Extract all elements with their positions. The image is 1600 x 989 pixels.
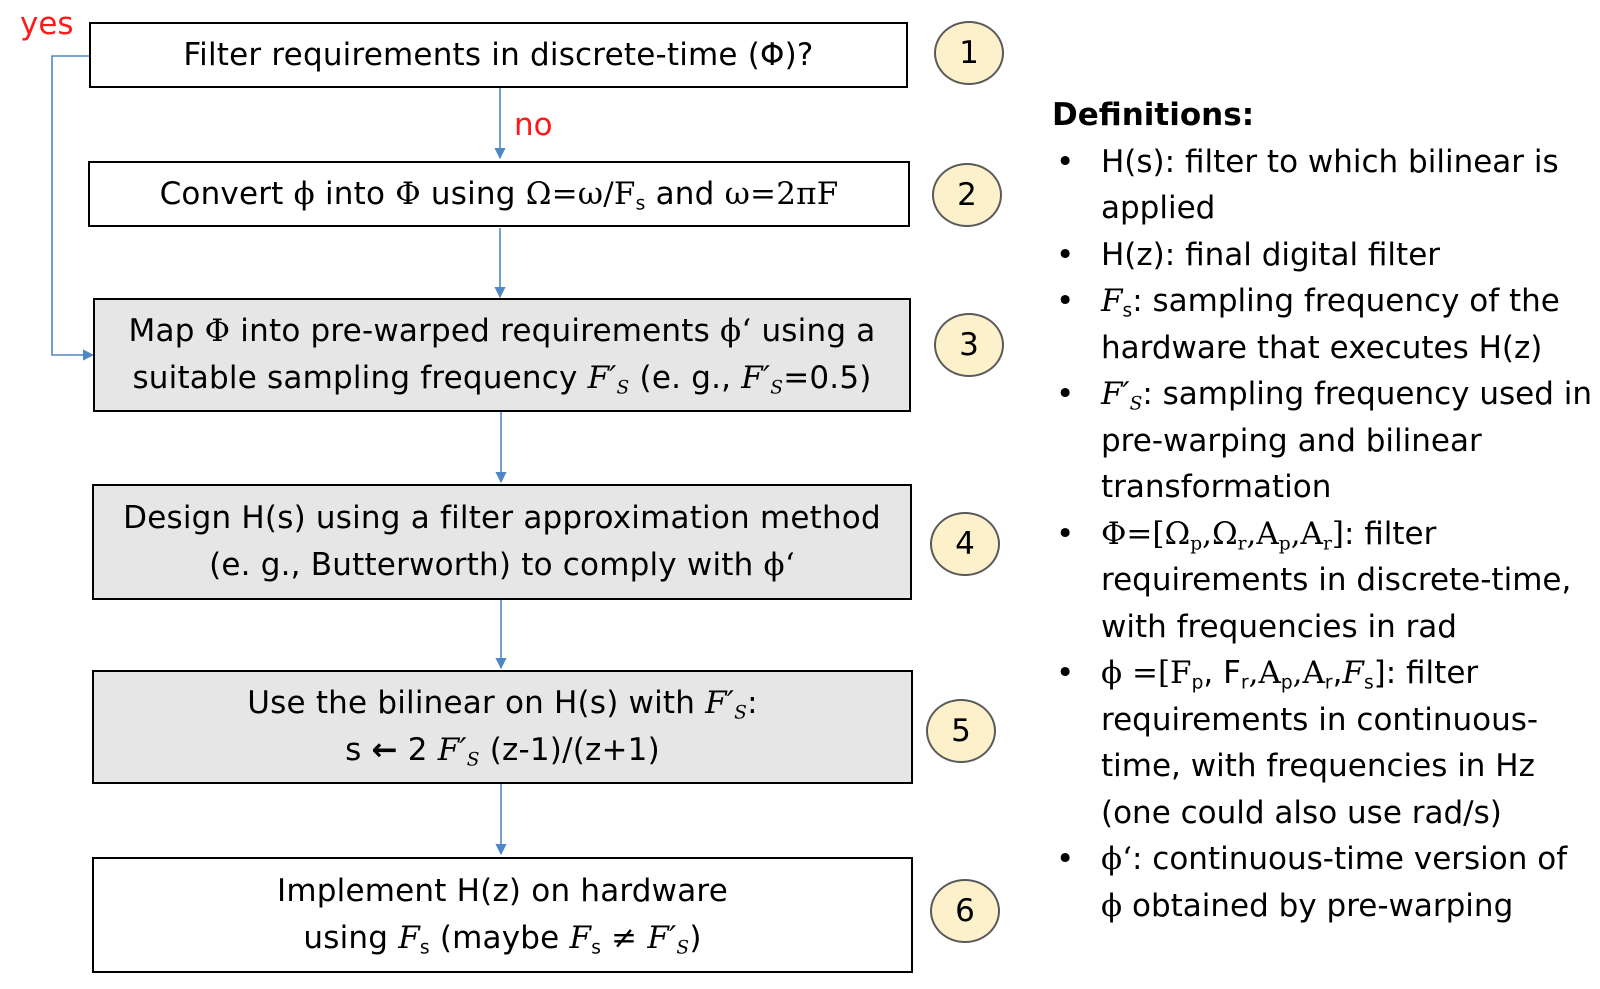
definitions-panel	[1052, 92, 1597, 929]
step-6-number: 6	[930, 879, 1000, 943]
definition-hs: • H(s): filter to which bilinear is applied	[1056, 143, 1559, 226]
definitions-title: Definitions:	[1052, 97, 1255, 133]
definition-phi-prime: • ϕ‘: continuous-time version of ϕ obtained by pre-warping	[1056, 841, 1568, 924]
no-label: no	[514, 107, 553, 143]
definition-fs-prime: • $F'_S$: sampling frequency used in pre-warping and bilinear transformation	[1056, 376, 1593, 505]
step-6-line-2: using $F_s$ (maybe $F_s \ne F'_S$)	[303, 920, 702, 959]
step-3-number: 3	[934, 313, 1004, 377]
definition-hz: • H(z): final digital filter	[1056, 236, 1441, 273]
step-3-line-1: Map Φ into pre-warped requirements ϕ‘ using a	[128, 313, 876, 349]
step-1-text: Filter requirements in discrete-time (Φ)?	[183, 36, 814, 73]
step-2-number: 2	[932, 163, 1002, 227]
step-2-box	[88, 161, 910, 227]
definition-small-phi: • $\phi =[F_p$, $F_r,A_p,A_r,F_s$]: filter requirements in continuous-time, with frequencies in Hz (one could also use rad/s)	[1056, 655, 1539, 831]
step-3-line-2: suitable sampling frequency $F'_S$ (e. g., $F'_S=0.5$)	[132, 360, 872, 399]
step-1-number: 1	[934, 21, 1004, 85]
step-2-text: Convert ϕ into Φ using $\Omega=\omega/F_s$ and ω=2πF	[159, 175, 839, 215]
step-4-number: 4	[930, 512, 1000, 576]
step-5-box	[92, 670, 913, 784]
definition-capital-phi: • $\Phi=[\Omega_p,\Omega_r,A_p,A_r]$: filter requirements in discrete-time, with frequencies in rad	[1056, 515, 1572, 645]
step-4-box	[92, 484, 912, 600]
step-1-box	[89, 22, 908, 88]
definition-fs: • $F_s$: sampling frequency of the hardware that executes H(z)	[1056, 283, 1560, 366]
step-5-line-1: Use the bilinear on H(s) with $F'_S$:	[247, 685, 758, 724]
step-4-line-2: (e. g., Butterworth) to comply with ϕ‘	[209, 547, 795, 583]
left-arrow-icon: ←	[371, 732, 398, 768]
step-3-box	[93, 298, 911, 412]
step-4-line-1: Design H(s) using a filter approximation method	[123, 500, 881, 536]
yes-label: yes	[20, 6, 74, 42]
step-5-line-2: s ← 2 $F'_S$ (z-1)/(z+1)	[345, 732, 660, 771]
definitions-list	[1052, 139, 1597, 930]
step-6-line-1: Implement H(z) on hardware	[277, 873, 728, 909]
step-6-box	[92, 857, 913, 973]
step-5-number: 5	[926, 699, 996, 763]
arrow-yes-branch	[52, 56, 93, 355]
